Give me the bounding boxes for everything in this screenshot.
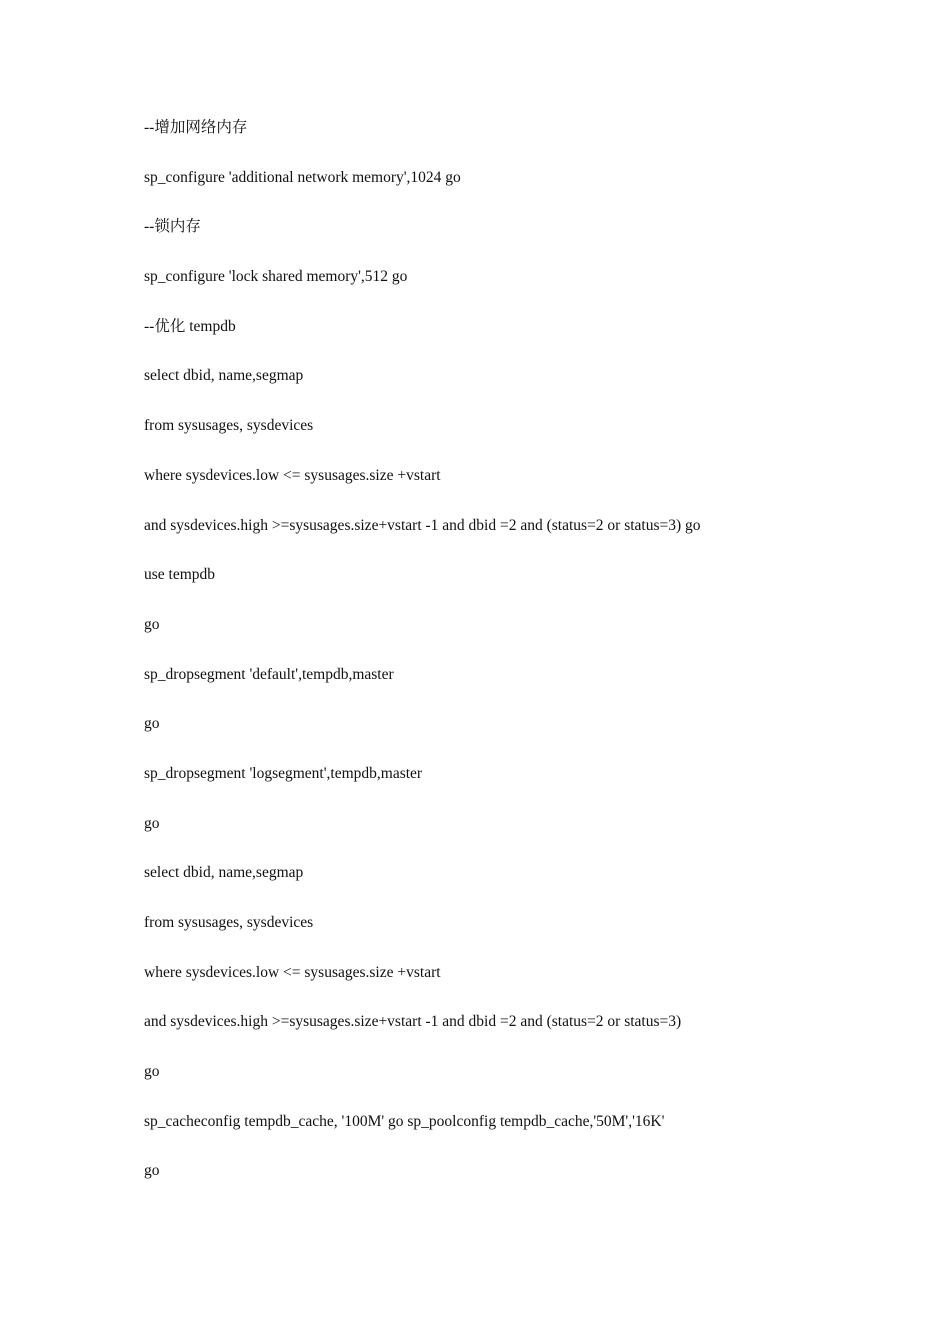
code-line: use tempdb — [144, 566, 216, 584]
code-line: sp_configure 'lock shared memory',512 go — [144, 268, 408, 286]
code-line: and sysdevices.high >=sysusages.size+vstart -1 and dbid =2 and (status=2 or status=3) — [144, 1013, 682, 1031]
code-line: sp_dropsegment 'default',tempdb,master — [144, 665, 394, 683]
code-line: sp_dropsegment 'logsegment',tempdb,master — [144, 764, 423, 782]
code-line: and sysdevices.high >=sysusages.size+vstart -1 and dbid =2 and (status=2 or status=3) go — [144, 516, 701, 534]
code-line: go — [144, 814, 160, 832]
code-line: go — [144, 715, 160, 733]
document-body — [144, 114, 904, 1207]
code-line: go — [144, 1162, 160, 1180]
code-line: where sysdevices.low <= sysusages.size +vstart — [144, 963, 441, 981]
code-line: where sysdevices.low <= sysusages.size +vstart — [144, 466, 441, 484]
comment-line: --锁内存 — [144, 218, 201, 236]
code-line: from sysusages, sysdevices — [144, 417, 314, 435]
code-line: from sysusages, sysdevices — [144, 914, 314, 931]
code-line: select dbid, name,segmap — [144, 367, 304, 385]
code-line: sp_cacheconfig tempdb_cache, '100M' go sp_poolconfig tempdb_cache,'50M','16K' — [144, 1112, 665, 1130]
code-line: go — [144, 1063, 160, 1081]
code-line: go — [144, 615, 160, 633]
code-line: sp_configure 'additional network memory',1024 go — [144, 168, 461, 186]
comment-line: --增加网络内存 — [144, 119, 248, 136]
comment-line: --优化 tempdb — [144, 317, 236, 335]
code-line: select dbid, name,segmap — [144, 864, 304, 882]
